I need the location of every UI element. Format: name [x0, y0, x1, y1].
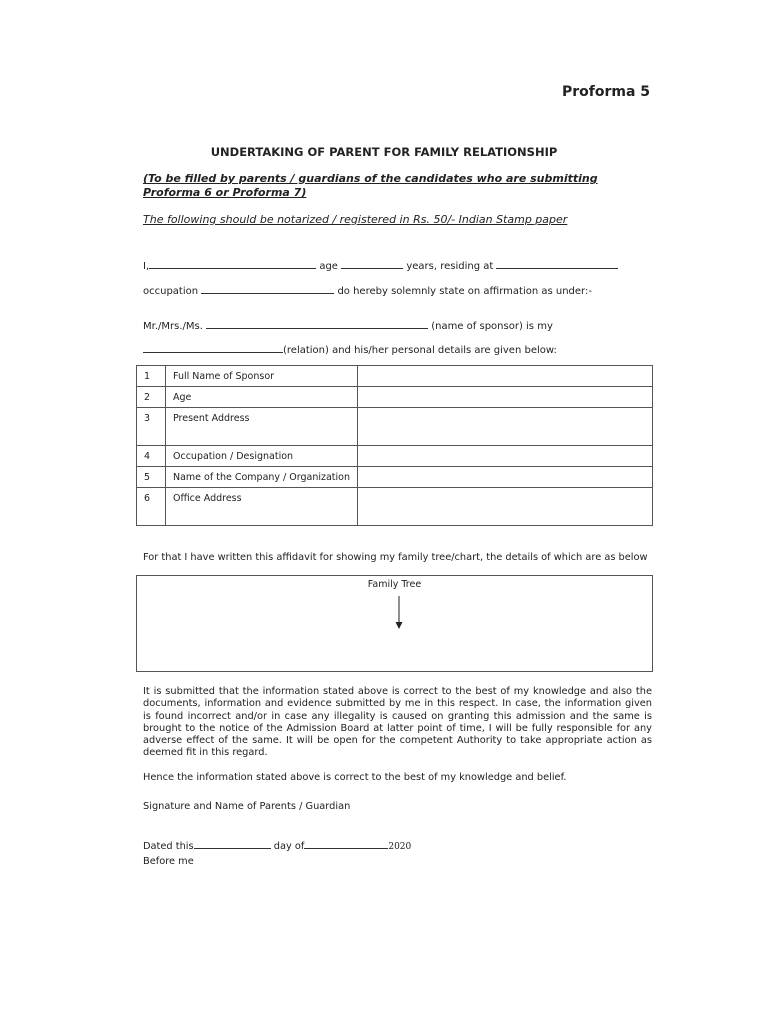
row-number: 6 — [137, 488, 166, 526]
before-me-label: Before me — [143, 856, 194, 867]
family-tree-label: Family Tree — [367, 579, 422, 590]
row-label: Office Address — [166, 488, 358, 526]
table-row — [137, 488, 653, 526]
residence-blank[interactable] — [496, 258, 618, 269]
sponsor-details-table — [136, 365, 653, 526]
affidavit-statement: For that I have written this affidavit for showing my family tree/chart, the details of which are as below — [143, 552, 648, 563]
dated-day-of: day of — [270, 841, 305, 852]
dated-line — [143, 838, 411, 852]
sponsor-name-blank[interactable] — [206, 318, 428, 329]
row-label: Full Name of Sponsor — [166, 366, 358, 387]
fill-instruction-line-2: Proforma 6 or Proforma 7) — [143, 186, 307, 199]
arrow-down-icon — [394, 596, 404, 630]
row-label: Name of the Company / Organization — [166, 467, 358, 488]
row-value[interactable] — [358, 488, 653, 526]
statement-relation-label: (relation) and his/her personal details are given below: — [283, 345, 557, 356]
fill-instruction-line-1: (To be filled by parents / guardians of the candidates who are submitting — [143, 172, 598, 185]
statement-years-label: years, residing at — [403, 261, 497, 272]
row-value[interactable] — [358, 408, 653, 446]
name-blank[interactable] — [149, 258, 316, 269]
document-title: UNDERTAKING OF PARENT FOR FAMILY RELATIONSHIP — [210, 145, 558, 159]
table-row — [137, 366, 653, 387]
table-row — [137, 408, 653, 446]
statement-occupation-label: occupation — [143, 286, 202, 297]
statement-i-label: I, — [143, 261, 150, 272]
statement-solemnly-label: do hereby solemnly state on affirmation as under:- — [334, 286, 592, 297]
age-blank[interactable] — [341, 258, 403, 269]
statement-line-name — [143, 258, 618, 272]
statement-line-occupation — [143, 283, 592, 297]
row-value[interactable] — [358, 467, 653, 488]
stamp-paper-note: The following should be notarized / registered in Rs. 50/- Indian Stamp paper — [143, 213, 568, 226]
relation-blank[interactable] — [143, 342, 283, 353]
statement-sponsor-label: (name of sponsor) is my — [428, 321, 553, 332]
table-row — [137, 387, 653, 408]
statement-age-label: age — [316, 261, 342, 272]
row-value[interactable] — [358, 366, 653, 387]
statement-title-label: Mr./Mrs./Ms. — [143, 321, 207, 332]
row-number: 3 — [137, 408, 166, 446]
row-number: 1 — [137, 366, 166, 387]
date-day-blank[interactable] — [194, 838, 271, 849]
occupation-blank[interactable] — [201, 283, 334, 294]
dated-year: 2020 — [388, 842, 412, 852]
dated-prefix: Dated this — [143, 841, 194, 852]
table-row — [137, 467, 653, 488]
statement-line-sponsor — [143, 318, 553, 332]
family-tree-box[interactable] — [136, 575, 653, 672]
declaration-paragraph: It is submitted that the information stated above is correct to the best of my knowledge and also the documents, information and evidence submitted by me in this respect. In case, the information given is found incorrect and/or in case any illegality is caused on granting this admission and the same is brought to the notice of the Admission Board at latter point of time, I will be fully responsible for any adverse effect of the same. It will be open for the competent Authority to take appropriate action as deemed fit in this regard. — [143, 686, 652, 759]
date-month-blank[interactable] — [304, 838, 388, 849]
statement-line-relation — [143, 342, 557, 356]
row-number: 4 — [137, 446, 166, 467]
belief-statement: Hence the information stated above is correct to the best of my knowledge and belief. — [143, 772, 567, 783]
row-value[interactable] — [358, 387, 653, 408]
row-label: Present Address — [166, 408, 358, 446]
row-label: Occupation / Designation — [166, 446, 358, 467]
row-number: 5 — [137, 467, 166, 488]
row-number: 2 — [137, 387, 166, 408]
signature-label: Signature and Name of Parents / Guardian — [143, 801, 351, 812]
row-value[interactable] — [358, 446, 653, 467]
proforma-number: Proforma 5 — [562, 84, 651, 100]
table-row — [137, 446, 653, 467]
row-label: Age — [166, 387, 358, 408]
